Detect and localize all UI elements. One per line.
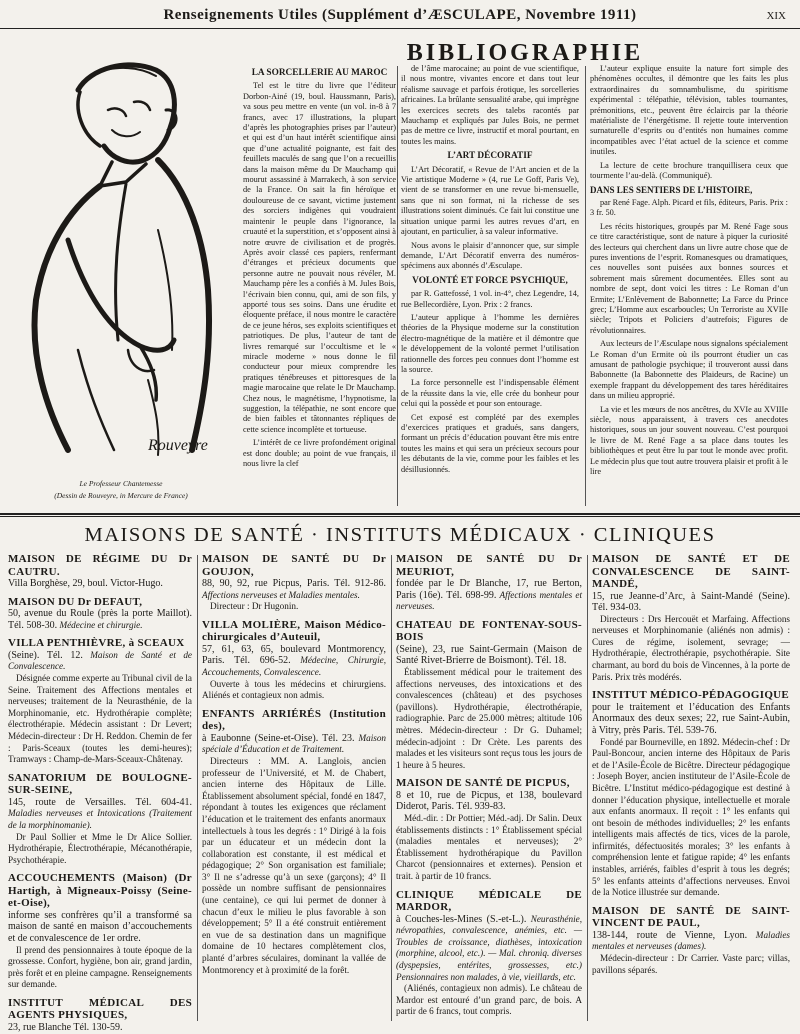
column-divider [197,555,198,1021]
entry-name: CHATEAU DE FONTENAY-SOUS-BOIS [396,618,582,644]
entry-description: Méd.-dir. : Dr Pottier; Méd.-adj. Dr Salin. Deux établissements distincts : 1° Établissement spécial (maladies mentales et nerveuses); 2° Établissement hydrothérapique du Pavillon Charcot (pensionnaires et externes). Pension et trait. à partir de 10 francs. [396,813,582,881]
column-divider [397,66,398,506]
paragraph: Aux lecteurs de l’Æsculape nous signalons spécialement Le Roman d’un Ermite où ils pourront étudier un cas amusant de pathologie psychique; il trouveront aussi dans Babonnette (la Babonnette des Plaideurs, de Racine) un exemple frappant du développement des tares héréditaires dans un milieu approprié. [590,339,789,401]
entry-name: MAISON DE SANTÉ ET DE CONVALESCENCE DE SAINT-MANDÉ, [592,553,790,590]
paragraph: La force personnelle est l’indispensable élément de la réussite dans la vie, elle crée du bonheur pour celui qui la possède et pour son entourage. [401,378,579,409]
entry-name: MAISON DE RÉGIME DU Dr CAUTRU. [8,553,192,578]
paragraph: L’Art Décoratif, « Revue de l’Art ancien et de la Vie artistique Moderne » (4, rue Le Goff, Paris Ve), vient de se transformer en une revue bi-mensuelle, sans que ni son format, ni la richesse de ses illustrations soient diminués. Ce fait lui constitue une situation unique parmi les autres revues d’art, en ajoutant, en particulier, à sa valeur informative. [401,164,579,237]
directory-entry [8,772,192,867]
bibliographie-title: BIBLIOGRAPHIE [406,40,644,66]
entry-address: 15, rue Jeanne-d’Arc, à Saint-Mandé (Seine). Tél. 934-03. [592,590,790,614]
entry-name: MAISON DE SANTÉ DU Dr MEURIOT, [396,553,582,578]
maisons-title: MAISONS DE SANTÉ · INSTITUTS MÉDICAUX · CLINIQUES [84,524,716,546]
directory-entry [8,872,192,991]
directory-entry [8,553,192,590]
running-header [0,2,800,29]
entry-address: (Seine), 23, rue Saint-Germain (Maison de Santé Rivet-Brierre de Boismont). Tél. 18. [396,643,582,667]
bibliographie-column-3 [590,64,788,508]
directory-entry [202,619,386,702]
entry-address: (Seine). Tél. 12. [8,649,83,661]
column-divider [391,555,392,1021]
entry-address: 88, 90, 92, rue Picpus, Paris. Tél. 912-86. [202,578,386,589]
entry-address: 138-144, route de Vienne, Lyon. [592,929,748,941]
paragraph: de l’âme marocaine; au point de vue scientifique, il nous montre, vivantes encore et dans tout leur réalisme sauvage et parfois érotique, les sorcelleries africaines. La brûlante sensualité arabe, qui imprègne les exercices secrets des talebs racontés par Mauchamp et expliqués par Jules Bois, ne permet pas de mettre ce livre, instructif et moral pourtant, en toutes les mains. [401,64,579,146]
entry-specialty: Neurasthénie, névropathies, convalescence, anémies, etc. — Troubles de croissance, diathèses, intoxication (morphine, alcool, etc.). — Mal. chroniq. diverses (dyspepsies, entérites, grossesses, etc.) Pensionnaires non malades, à vie, vieillards, etc. [396,913,582,982]
directory-entry [8,997,192,1034]
page-number: XIX [766,10,786,22]
directory-entry [592,689,790,899]
entry-name: INSTITUT MÉDICAL DES AGENTS PHYSIQUES, [8,996,192,1022]
entry-specialty: Affections nerveuses et Maladies mentales. [202,589,360,600]
entry-address: 50, avenue du Roule (près la porte Maillot). Tél. 508-30. [8,608,192,631]
column-divider [585,66,586,506]
directory-entry [396,553,582,613]
article-heading: VOLONTÉ ET FORCE PSYCHIQUE, [412,275,568,286]
paragraph: par René Fage. Alph. Picard et fils, éditeurs, Paris. Prix : 3 fr. 50. [590,197,788,218]
directory-entry [202,708,386,976]
entry-specialty: Maison de Santé et de Convalescence. [8,649,193,672]
directory-entry [8,637,192,765]
paragraph: par R. Gattefossé, 1 vol. in-4°, chez Legendre, 14, rue Bellecordière, Lyon. Prix : 2 francs. [401,289,579,309]
caption-line-1: Le Professeur Chantemesse [79,479,163,488]
article-heading: L’ART DÉCORATIF [447,151,533,162]
paragraph: Cet exposé est complété par des exemples d’exercices pratiques et gradués, sans dangers, formant un précis d’éducation pouvant être mis entre toutes les mains et qui sera un précieux secours pour les débutants de la vie, comme pour les faibles et les désillusionnés. [401,412,579,474]
entry-description: (Aliénés, contagieux non admis). Le château de Mardor est entouré d’un grand parc, de bois. A partir de 6 francs, tout compris. [396,983,582,1017]
entry-specialty: Médecine et chirurgie. [59,619,143,630]
entry-name: VILLA MOLIÈRE, Maison Médico-chirurgicales d’Auteuil, [202,618,386,644]
entry-specialty: Maladies nerveuses et Intoxications (Traitement de la morphinomanie). [8,808,192,830]
maisons-column-1 [8,553,193,1033]
entry-specialty: Affections mentales et nerveuses. [396,589,583,612]
entry-description: Désignée comme experte au Tribunal civil de la Seine. Traitement des Affections mentales et nerveuses; traitement de la Neurasthénie, de la Morphinomanie, etc. Hydrothérapie complète; électrothérapie. Médecin assistant : Dr Levert; Médecin-directeur : Dr H. Reddon. Chemin de fer : Paris-Sceaux (toutes les demi-heures); Tramways : Champ-de-Mars-Sceaux-Châtenay. [8,672,192,765]
entry-description: Dr Paul Sollier et Mme le Dr Alice Sollier. Hydrothérapie, Électrothérapie, Mécanothérapie, Psychothérapie. [8,831,192,865]
entry-specialty: Maladies mentales et nerveuses (dames). [592,929,790,952]
column-divider [587,555,588,1021]
directory-entry [396,777,582,882]
bibliographie-column-1 [243,64,396,508]
entry-description: Directeurs : Drs Hercouët et Marfaing. Affections nerveuses et Morphinomanie (aliénés non admis) : Cures de régime, isolement, sevrage; — Hydrothérapie, électrothérapie, psychothérapie. Site charmant, au bord du bois de Vincennes, à la porte de Paris. Prix très modérés. [592,613,790,682]
entry-address: pour le traitement et l’éducation des Enfants Anormaux des deux sexes; 22, rue Saint-Aubin, à Vitry, près Paris. Tél. 539-76. [592,701,790,736]
paragraph: Nous avons le plaisir d’annoncer que, sur simple demande, L’Art Décoratif enverra des numéros-spécimens aux abonnés d’Æsculape. [401,240,579,271]
bibliographie-column-2 [401,64,579,508]
paragraph: Les récits historiques, groupés par M. René Fage sous ce titre caractéristique, sont de nature à piquer la curiosité des lecteurs qui cherchent dans un livre autre chose que de pures inventions de l’esprit. Romanesques ou dramatiques, ces nouvelles sont puisées aux bonnes sources et sobrement mais sûrement documentées. Elles sont au nombre de sept, dont voici les titres : Le Roman d’un Ermite; L’Enlèvement de Babonnette; La Farce du Prince grec; L’Homme aux escarboucles; Un Terroriste au XVIIe siècle; Tripots et Policiers d’autrefois; Figures de révolutionnaires. [590,221,788,335]
entry-address: 57, 61, 63, 65, boulevard Montmorency, Paris. Tél. 696-52. [202,643,386,667]
entry-address: Villa Borghèse, 29, boul. Victor-Hugo. [8,578,163,589]
directory-entry [592,905,790,976]
entry-description: Établissement médical pour le traitement des affections nerveuses, des intoxications et des convalescences (château) et des psychoses (pavillons). Hydrothérapie, électrothérapie, radiographie. Parc de 25.000 mètres; altitude 106 mètres. Médecin-directeur : Dr G. Duhamel; médecin-adjoint : Dr Crète. Les parents des malades et les visiteurs sont reçus tous les jours de 1 heure à 5 heures. [396,666,583,770]
entry-name: CLINIQUE MÉDICALE DE MARDOR, [396,888,582,914]
entry-name: VILLA PENTHIÈVRE, à SCEAUX [8,637,185,650]
entry-specialty: Médecine, Chirurgie, Accouchements, Convalescence. [202,655,387,677]
entry-description: Ouverte à tous les médecins et chirurgiens. Aliénés et contagieux non admis. [202,678,386,701]
directory-entry [202,553,386,613]
paragraph: La vie et les mœurs de nos ancêtres, du XVIe au XVIIIe siècle, nous apparaissent, à travers ces anecdotes historiques, sous un jour souvent nouveau. C’est pourquoi le livre de M. René Fage a sa place dans toutes les bibliothèques et peut être lu par tout le monde avec profit. Le médecin plus que tout autre trouvera plaisir et profit à le lire [590,404,788,477]
entry-name: ENFANTS ARRIÉRÉS (Institution des), [202,707,386,733]
entry-address: 8 et 10, rue de Picpus, et 138, boulevard Diderot, Paris. Tél. 939-83. [396,789,582,813]
maisons-column-4 [592,553,790,1025]
entry-name: INSTITUT MÉDICO-PÉDAGOGIQUE [592,689,790,702]
directory-entry [592,553,790,683]
entry-description: Il prend des pensionnaires à toute époque de la grossesse. Confort, hygiène, bon air, grand jardin, près forêt et en pleine campagne. Renseignements sur demande. [8,944,192,990]
entry-description: Médecin-directeur : Dr Carrier. Vaste parc; villas, pavillons séparés. [592,953,790,975]
entry-specialty: Maison spéciale d’Éducation et de Traitement. [202,732,387,755]
illustration-caption [8,478,234,502]
entry-name: MAISON DU Dr DEFAUT, [8,595,143,608]
paragraph: La lecture de cette brochure tranquillisera ceux que tourmente l’au-delà. (Communiqué). [590,160,788,181]
directory-entry [396,889,582,1018]
directory-entry [8,596,192,632]
maisons-column-2 [202,553,386,1025]
entry-name: MAISON DE SANTÉ DE PICPUS, [396,777,570,790]
entry-address: 145, route de Versailles. Tél. 604-41. [8,796,192,808]
running-title: Renseignements Utiles (Supplément d’ÆSCULAPE, Novembre 1911) [163,7,637,23]
paragraph: L’auteur applique à l’homme les dernières théories de la Physique moderne sur la constitution électro-magnétique de la matière et il démontre que le développement de la volonté permet l’utilisation rationnelle des forces peu connues dont l’homme est la source. [401,312,579,374]
section-rule [0,513,800,515]
entry-address: à Couches-les-Mines (S.-et-L.). [396,913,527,925]
entry-address: informe ses confrères qu’il a transformé sa maison de santé en maison d’accouchements et de convalescence de 1er ordre. [8,909,192,944]
entry-address: fondée par le Dr Blanche, 17, rue Berton, Paris (16e). Tél. 698-99. [396,578,582,601]
entry-description: Directeur : Dr Hugonin. [210,601,299,612]
entry-name: SANATORIUM DE BOULOGNE-SUR-SEINE, [8,771,192,797]
caption-line-2: (Dessin de Rouveyre, in Mercure de France) [54,491,188,500]
entry-description: Directeurs : MM. A. Langlois, ancien professeur de l’Université, et M. de Chabert, ancien interne des Hôpitaux de Lille. Établissement absolument spécial, fondé en 1847, répondant à toutes les exigences que réclament l’éducation et le traitement des enfants anormaux intellectuels à tous les degrés : 1° Dirigé à la fois par un éducateur et un médecin dont la collaboration est constante, il est médical et pédagogique; 2° Son organisation est familiale; 3° Il ne s’adresse qu’à un sexe (garçons); 4° Il possède un nombre suffisant de pensionnaires (une centaine), ce qui lui permet de donner à chacun d’eux le milieu le plus favorable à son développement; 5° Il a été construit entièrement en vue de sa destination dans un magnifique domaine de 10 hectares complètement clos, planté d’arbres séculaires, dominant la vallée de Montmorency et à proximité de la forêt. [202,755,386,975]
entry-name: MAISON DE SANTÉ DU Dr GOUJON, [202,553,386,578]
directory-entry [396,619,582,772]
section-rule [0,516,800,517]
portrait-drawing [8,50,234,470]
entry-name: MAISON DE SANTÉ DE SAINT-VINCENT DE PAUL, [592,904,790,930]
entry-description: Fondé par Bourneville, en 1892. Médecin-chef : Dr Paul-Boncour, ancien interne des Hôpitaux de Paris et de l’Asile-École de Bicêtre. Directeur pédagogique : Joseph Boyer, ancien instituteur de l’Asile-École de Bicêtre. L’Institut médico-pédagogique est destiné à donner l’éducation physique, intellectuelle et morale aux enfants anormaux. Il reçoit : 1° les enfants qui ont besoin de méthodes individuelles; 2° les enfants intelligents mais affectés de tics, vices de la parole, infirmités, défectuosités morales; 3° les enfants à compréhension lente et fatigue rapide; 4° les enfants instables, arriérés, faibles d’esprit à tous les degrés; 5° les enfants atteints d’affections nerveuses. Envoi de la Notice illustrée sur demande. [592,736,790,898]
signature: Rouveyre [148,437,208,454]
entry-name: ACCOUCHEMENTS (Maison) (Dr Hartigh, à Migneaux-Poissy (Seine-et-Oise), [8,872,192,910]
entry-address: 23, rue Blanche Tél. 130-59. [8,1021,123,1033]
maisons-column-3 [396,553,582,1025]
entry-address: à Eaubonne (Seine-et-Oise). Tél. 23. [202,732,355,744]
article-heading: LA SORCELLERIE AU MAROC [251,68,388,78]
paragraph: L’intérêt de ce livre profondément original est donc double; au point de vue français, il nous livre la clef [243,438,396,469]
paragraph: L’auteur explique ensuite la nature fort simple des phénomènes occultes, il démontre que les faits les plus extraordinaires du somnambulisme, du spiritisme expérimental : télépathie, télévision, tables tournantes, prémonitions, etc., peuvent être éclaircis par la théorie matérialiste de l’énergétisme. Il rejette toute intervention surnaturelle d’esprits ou d’entités non humaines comme incompatibles avec l’état actuel de la science et comme inutiles. [590,64,788,157]
article-heading: DANS LES SENTIERS DE L’HISTOIRE, [590,185,753,196]
paragraph: Tel est le titre du livre que l’éditeur Dorbon-Ainé (19, boul. Haussmann, Paris), va sous peu mettre en vente (un vol. in-8 à 7 francs, avec 17 illustrations, la plupart d’après les photographies prises par l’auteur) et qui est d’un haut intérêt scientifique ainsi que d’une actualité poignante, est fait des feuillets maculés de sang que l’on a recueillis dans la maison même du Dr Mauchamp qui mourut assassiné à Marrakech, à son service de la France. On sait la fin héroïque et douloureuse de ce savant, victime justement des sorciers indigènes qui voudraient maintenir le peuple dans l’ignorance, la cruauté et la superstition, et s’opposent ainsi à notre œuvre de civilisation et de progrès. Après avoir classé ces papiers, renfermant d’étranges et précieux documents que personne autre ne pouvait nous révéler, M. Mauchamp père les a confiés à M. Jules Bois, l’écrivain bien connu, qui, ami de son fils, y apporté tous ses soins. Dans une érudite et éloquente préface, il nous montre le caractère de ce jeune héros, ses exploits scientifiques et patriotiques. De plus, l’auteur de tant de livres remarqué sur l’occultisme et le « miracle moderne » nous donne le fil conducteur pour mieux comprendre les pratiques ténébreuses et pittoresques de la magie marocaine que relate le Dr Mauchamp. Chez nous, le magnétisme, l’hypnotisme, la suggestion, la télépathie, ne sont encore que de bien faibles et tâtonnantes répliques de cette science incomplète et tortueuse. [243,81,396,434]
